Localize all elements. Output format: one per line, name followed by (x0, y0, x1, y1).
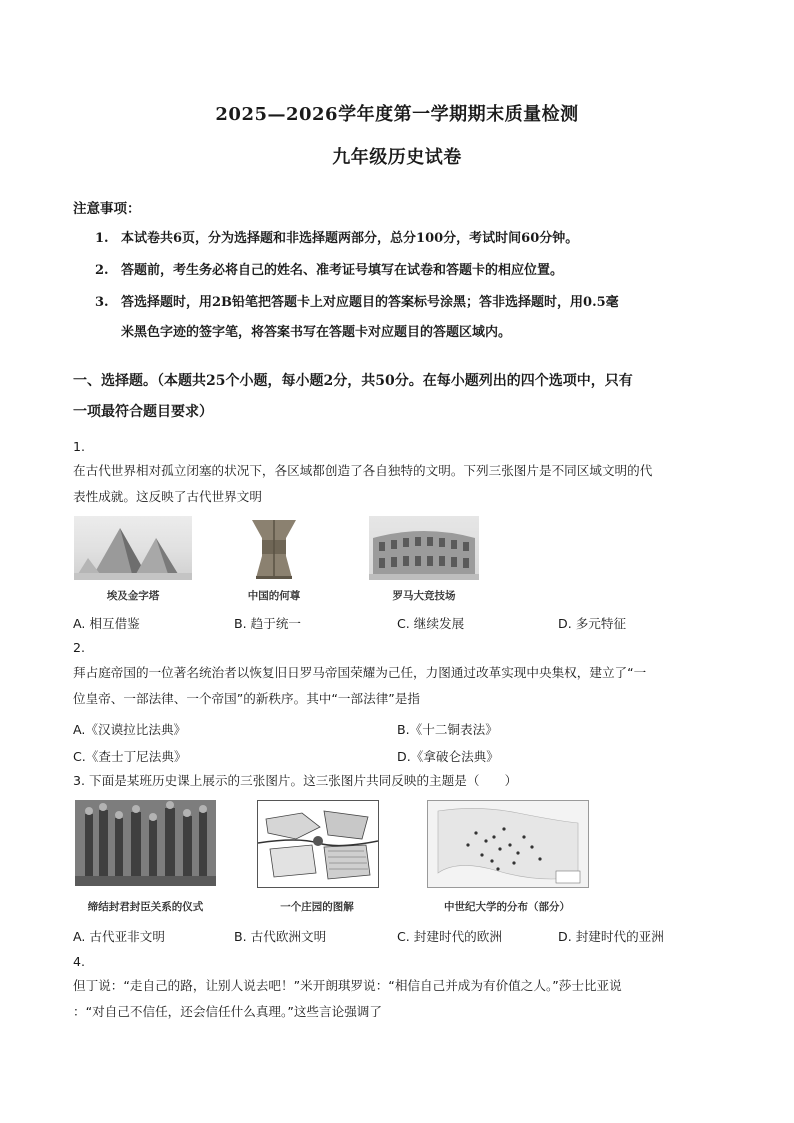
question-2-option-c: C.《查士丁尼法典》 (73, 749, 187, 764)
manor-diagram-image (257, 800, 379, 888)
question-2-option-b: B.《十二铜表法》 (397, 722, 498, 737)
question-2-number: 2. (73, 640, 86, 655)
pyramids-image (74, 516, 192, 580)
medieval-universities-map-image (427, 800, 589, 888)
note-number: 2. (95, 263, 109, 278)
note-number: 1. (95, 231, 109, 246)
question-1-stem-line2: 表性成就。这反映了古代世界文明 (73, 489, 262, 504)
caption-manor-diagram: 一个庄园的图解 (280, 901, 354, 913)
exam-subtitle: 九年级历史试卷 (332, 147, 462, 168)
question-3-option-d: D. 封建时代的亚洲 (558, 929, 664, 944)
colosseum-image (369, 516, 479, 580)
section-heading-line1: 一、选择题。（本题共25个小题，每小题2分，共50分。在每小题列出的四个选项中，只有 (73, 373, 633, 389)
question-2-stem-line1: 拜占庭帝国的一位著名统治者以恢复旧日罗马帝国荣耀为己任，力图通过改革实现中央集权，建立了“一 (73, 665, 647, 680)
note-text: 答选择题时，用2B铅笔把答题卡上对应题目的答案标号涂黑；答非选择题时，用0.5毫 (121, 295, 619, 310)
question-4-stem-line1: 但丁说：“走自己的路，让别人说去吧！”米开朗琪罗说：“相信自己并成为有价值之人。”莎士比亚说 (73, 978, 622, 993)
exam-title: 2025—2026学年度第一学期期末质量检测 (215, 104, 579, 125)
notes-heading: 注意事项： (73, 201, 141, 217)
question-1-option-d: D. 多元特征 (558, 616, 627, 631)
question-1-option-c: C. 继续发展 (397, 616, 465, 631)
question-3-option-c: C. 封建时代的欧洲 (397, 929, 502, 944)
note-item-3 (95, 294, 619, 312)
caption-homage-ceremony: 缔结封君封臣关系的仪式 (87, 901, 204, 913)
question-4-number: 4. (73, 954, 86, 969)
question-2-option-a: A.《汉谟拉比法典》 (73, 722, 187, 737)
caption-he-zun: 中国的何尊 (247, 590, 301, 602)
note-item-2 (95, 262, 563, 280)
question-2-option-d: D.《拿破仑法典》 (397, 749, 499, 764)
he-zun-bronze-image (246, 516, 302, 582)
question-3-stem: 3. 下面是某班历史课上展示的三张图片。这三张图片共同反映的主题是（ ） (73, 773, 518, 788)
note-item-3-cont: 米黑色字迹的签字笔，将答案书写在答题卡对应题目的答题区域内。 (121, 325, 512, 340)
caption-pyramids: 埃及金字塔 (106, 590, 160, 602)
note-item-1 (95, 230, 578, 248)
question-1-stem-line1: 在古代世界相对孤立闭塞的状况下，各区域都创造了各自独特的文明。下列三张图片是不同区域文明的代 (73, 463, 653, 478)
note-number: 3. (95, 295, 109, 310)
question-3-option-b: B. 古代欧洲文明 (234, 929, 327, 944)
question-3-option-a: A. 古代亚非文明 (73, 929, 165, 944)
note-text: 本试卷共6页，分为选择题和非选择题两部分，总分100分，考试时间60分钟。 (121, 231, 579, 246)
note-text: 答题前，考生务必将自己的姓名、准考证号填写在试卷和答题卡的相应位置。 (121, 263, 564, 278)
question-1-option-a: A. 相互借鉴 (73, 616, 140, 631)
question-1-option-b: B. 趋于统一 (234, 616, 302, 631)
caption-universities-map: 中世纪大学的分布（部分） (444, 901, 570, 913)
question-2-stem-line2: 位皇帝、一部法律、一个帝国”的新秩序。其中“一部法律”是指 (73, 691, 421, 706)
section-heading-line2: 一项最符合题目要求） (73, 404, 213, 420)
caption-colosseum: 罗马大竞技场 (392, 590, 456, 602)
question-4-stem-line2: ：“对自己不信任，还会信任什么真理。”这些言论强调了 (73, 1004, 382, 1019)
homage-ceremony-image (75, 800, 216, 886)
question-1-number: 1. (73, 439, 86, 454)
